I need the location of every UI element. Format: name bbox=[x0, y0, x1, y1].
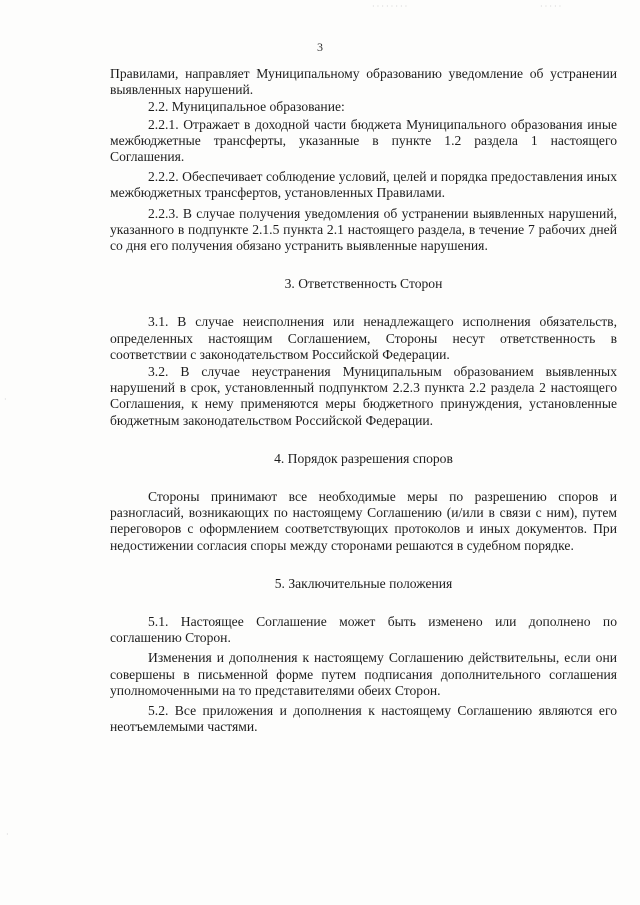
page-number: 3 bbox=[317, 40, 323, 54]
scan-artifact: ····· bbox=[540, 2, 564, 11]
scan-artifact: · bbox=[4, 395, 7, 404]
scan-artifact: ········ bbox=[372, 2, 410, 11]
clause-2-2: 2.2. Муниципальное образование: bbox=[148, 99, 345, 115]
section-title-5: 5. Заключительные положения bbox=[274, 575, 453, 591]
clause-2-2-3: 2.2.3. В случае получения уведомления об устранении выявленных нарушений, указанного в подпункте 2.1.5 пункта 2.1 настоящего раздела, в течение 7 рабочих дней со дня его получения обязано устранить выявленные нарушения. bbox=[110, 205, 617, 254]
scan-artifact: · bbox=[6, 830, 9, 839]
clause-3-1: 3.1. В случае неисполнения или ненадлежащего исполнения обязательств, определенных настоящим Соглашением, Стороны несут ответственность в соответствии с законодательством Российской Федерации. bbox=[110, 314, 617, 362]
clause-5-1-amendments: Изменения и дополнения к настоящему Соглашению действительны, если они совершены в письменной форме путем подписания дополнительного соглашения уполномоченными на то представителями обеих Сторон. bbox=[110, 650, 617, 698]
clause-2-2-2: 2.2.2. Обеспечивает соблюдение условий, целей и порядка предоставления иных межбюджетных трансфертов, установленных Правилами. bbox=[110, 169, 617, 201]
clause-2-2-1: 2.2.1. Отражает в доходной части бюджета Муниципального образования иные межбюджетные трансферты, указанные в пункте 1.2 раздела 1 настоящего Соглашения. bbox=[110, 116, 617, 165]
clause-5-1: 5.1. Настоящее Соглашение может быть изменено или дополнено по соглашению Сторон. bbox=[110, 614, 617, 646]
section-title-4: 4. Порядок разрешения споров bbox=[274, 450, 453, 466]
clause-3-2: 3.2. В случае неустранения Муниципальным образованием выявленных нарушений в срок, установленный подпунктом 2.2.3 пункта 2.2 раздела 2 настоящего Соглашения, к нему применяются меры бюджетного принуждения, установленные бюджетным законодательством Российской Федерации. bbox=[110, 364, 617, 428]
clause-5-2: 5.2. Все приложения и дополнения к настоящему Соглашению являются его неотъемлемыми частями. bbox=[110, 703, 617, 735]
clause-4: Стороны принимают все необходимые меры по разрешению споров и разногласий, возникающих по настоящему Соглашению (и/или в связи с ним), путем переговоров с оформлением соответствующих протоколов и иных документов. При недостижении согласия споры между сторонами решаются в судебном порядке. bbox=[110, 489, 617, 553]
document-body bbox=[110, 66, 617, 736]
paragraph-continuation: Правилами, направляет Муниципальному образованию уведомление об устранении выявленных нарушений. bbox=[110, 66, 617, 98]
section-title-3: 3. Ответственность Сторон bbox=[284, 276, 443, 292]
